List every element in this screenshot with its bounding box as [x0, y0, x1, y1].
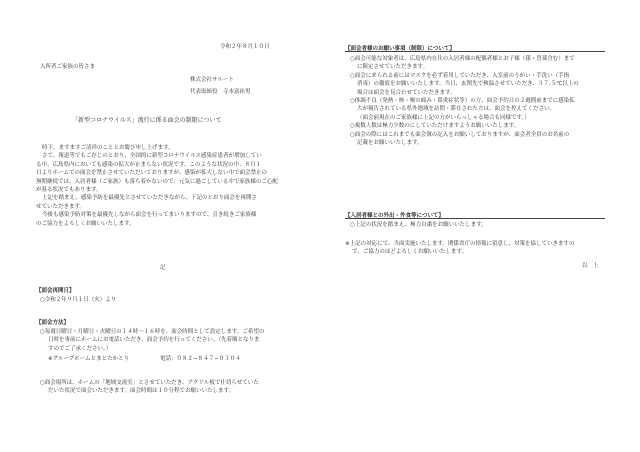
- contact-phone: 電話：０８２−８４７−０３０４: [160, 356, 241, 362]
- letter-title: 「新型コロナウイルス」流行に係る面会の制限について: [72, 117, 222, 124]
- intro-line: せていただきます。: [36, 203, 86, 210]
- request-line: 大が報告されている県外地域を訪問・滞在された方は、面会を控えてください。: [357, 106, 556, 113]
- intro-line: 日よりホームでの面会を禁止させていただいておりますが、感染が拡大しない中で面会禁止の: [36, 170, 268, 177]
- intro-line: が募る状況でもあります。: [36, 187, 102, 194]
- request-line: （面会前現在のご家族様に上記の方がいらっしゃる場合も同様です。）: [357, 114, 530, 121]
- closing-paragraph: [345, 240, 610, 257]
- requests-rule: [345, 51, 605, 52]
- intro-line: 無期継続では、入居者様（ご家族）も落ち着かないので、元気に過ごしている中で家族様のご心配: [36, 178, 278, 185]
- intro-line: さて、報道等でもご存じのとおり、全国的に新型コロナウイルス感染症患者が増加してい: [42, 153, 262, 160]
- method-line: 日時を事前にホームにお電話いただき、面会予約を行ってください。（先着順となりま: [48, 337, 260, 344]
- outing-rule: [345, 218, 605, 219]
- request-line: に限定させていただきます。: [357, 64, 429, 71]
- request-line: 記載をお願いいたします。: [357, 140, 423, 147]
- closing-line: で、ご協力のほどよろしくお願いいたします。: [352, 249, 467, 256]
- method-item-1: [40, 328, 300, 353]
- request-line: ○複数人数は極力少数のにしていただけますようお願いいたします。: [350, 123, 520, 130]
- outing-item: ○上記の状況を踏まえ、極力自粛をお願いいたします。: [350, 222, 487, 228]
- method-item-2: [40, 379, 300, 396]
- requests-heading: 【面会者様のお願い事項（制限）について】: [345, 46, 455, 52]
- method-line: だいた状況で面会いただきます。面会時間は１０分程でお願いいたします。: [48, 388, 235, 395]
- method-line: すのでご了承ください。）: [48, 345, 112, 352]
- request-line: ○体調不良（発熱・咳・喉の痛み・鼻炎症状等）の方、面会予約日の２週間前までに感染拡: [350, 98, 575, 105]
- intro-line: のご協力をよろしくお願いいたします。: [36, 220, 135, 227]
- intro-line: 今後も感染予防対策を最優先しながら面会を行ってまいりますので、引き続きご家族様: [42, 212, 257, 219]
- method-line: ○面会場所は、ホームの「地域交流室」とさせていただき、アクリル板で仕切らせていた: [40, 380, 259, 386]
- recipient: 入所者ご家族の皆さま: [40, 64, 96, 70]
- org-name: 株式会社サルート: [190, 77, 234, 83]
- resume-heading: 【面会再開日】: [36, 288, 75, 294]
- request-line: ○面会可能な対象者は、広島県内在住の入居者様の配偶者様とお子様（孫・曽孫含む）まで: [350, 56, 575, 62]
- intro-line: 上記を踏まえ、感染予防を最優先とさせていただきながら、下記のとおり面会を再開さ: [42, 195, 257, 202]
- representative: 代表取締役 寺本富祐男: [190, 89, 251, 95]
- request-line: 場合は面会を見合わせていただきます。: [357, 89, 456, 96]
- request-line: 消毒）の徹底をお願いいたします。当日、玄関先で検温させていただき、３７.５℃以上の: [357, 81, 579, 88]
- intro-line: る中、広島県内においても感染の拡大が止まらない状況です。このような状況の中、８月１: [36, 161, 262, 168]
- letter-date: 令和２年８月１０日: [220, 44, 270, 50]
- request-line: ○面会に来られる前にはマスクを必ず着用していただき、入室前のうがい・手洗い（手指: [350, 72, 570, 79]
- contact-label: ※グループホームとまとたかとり: [48, 356, 130, 362]
- requests-list: [350, 55, 612, 147]
- end-mark: 以 上: [582, 263, 599, 269]
- resume-date: ○令和２年９月１日（火）より: [40, 297, 117, 303]
- method-heading: 【面会方法】: [36, 320, 70, 326]
- ki-mark: 記: [160, 265, 166, 271]
- request-line: ○面会の際にはこれまでも面会簿の記入をお願いしておりますが、面会者全員のお名前の: [350, 131, 570, 138]
- closing-line: ※上記の対応にて、当面実施いたします。関係省庁の情報に留意し、対策を協していきますの: [345, 241, 575, 247]
- intro-paragraph: [36, 144, 296, 228]
- outing-heading: 【入居者様との外出・外食等について】: [345, 213, 444, 219]
- intro-line: 時下、ますますご清祥のこととお慶び申し上げます。: [42, 145, 174, 151]
- method-line: ○毎週日曜日・月曜日・火曜日の１４時〜１６時を、面会時間として設定します。ご希望の: [40, 329, 265, 335]
